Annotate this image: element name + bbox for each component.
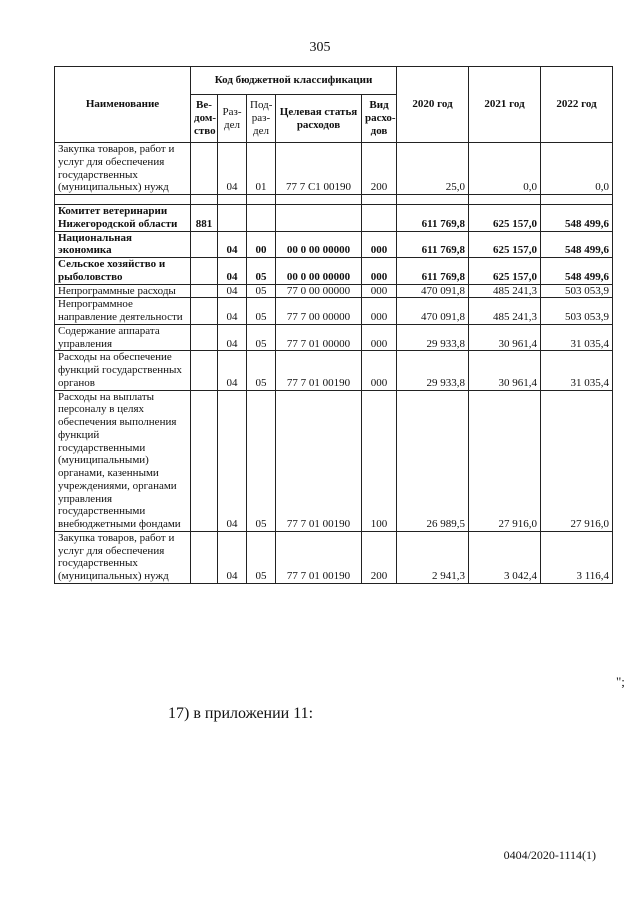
- cell-subsection: 05: [247, 298, 276, 325]
- header-2020: 2020 год: [397, 67, 469, 143]
- cell-subsection: [247, 205, 276, 232]
- cell-dept: [191, 284, 218, 298]
- cell-y2021: 0,0: [469, 143, 541, 195]
- cell-y2021: 485 241,3: [469, 284, 541, 298]
- cell-y2021: 625 157,0: [469, 231, 541, 258]
- cell-name: Закупка товаров, работ и услуг для обеспечения государственных (муниципальных) нужд: [55, 531, 191, 583]
- cell-dept: 881: [191, 205, 218, 232]
- table-row: [55, 143, 613, 195]
- cell-type: 000: [362, 231, 397, 258]
- cell-y2021: 485 241,3: [469, 298, 541, 325]
- cell-section: 04: [218, 231, 247, 258]
- cell-y2022: 31 035,4: [541, 324, 613, 351]
- table-closing-mark: ";: [616, 674, 625, 689]
- cell-section: [218, 195, 247, 205]
- cell-dept: [191, 143, 218, 195]
- cell-y2021: 30 961,4: [469, 324, 541, 351]
- cell-name: Расходы на выплаты персоналу в целях обеспечения выполнения функций государственными (муниципальными) органами, казенными учреждениями, органами управления государственными внебюджетными фондами: [55, 390, 191, 531]
- cell-section: 04: [218, 531, 247, 583]
- table-row: [55, 351, 613, 390]
- header-dept: Ве-дом-ство: [191, 95, 218, 143]
- header-section: Раз-дел: [218, 95, 247, 143]
- header-2021: 2021 год: [469, 67, 541, 143]
- header-subsection: Под-раз-дел: [247, 95, 276, 143]
- cell-section: 04: [218, 143, 247, 195]
- cell-target: 77 7 01 00000: [276, 324, 362, 351]
- cell-subsection: 05: [247, 284, 276, 298]
- cell-subsection: 05: [247, 324, 276, 351]
- cell-name: [55, 195, 191, 205]
- cell-subsection: 05: [247, 351, 276, 390]
- cell-type: 000: [362, 324, 397, 351]
- cell-subsection: 05: [247, 258, 276, 285]
- cell-y2022: 27 916,0: [541, 390, 613, 531]
- table-row: [55, 195, 613, 205]
- cell-type: [362, 205, 397, 232]
- table-row: [55, 231, 613, 258]
- cell-target: 00 0 00 00000: [276, 231, 362, 258]
- cell-y2022: 503 053,9: [541, 284, 613, 298]
- cell-type: 200: [362, 531, 397, 583]
- cell-name: Национальная экономика: [55, 231, 191, 258]
- cell-type: 000: [362, 258, 397, 285]
- cell-subsection: 00: [247, 231, 276, 258]
- table-row: [55, 298, 613, 325]
- cell-target: 00 0 00 00000: [276, 258, 362, 285]
- cell-section: [218, 205, 247, 232]
- table-row: [55, 205, 613, 232]
- cell-subsection: 01: [247, 143, 276, 195]
- cell-type: 000: [362, 351, 397, 390]
- cell-y2021: 27 916,0: [469, 390, 541, 531]
- cell-section: 04: [218, 390, 247, 531]
- cell-y2022: 503 053,9: [541, 298, 613, 325]
- header-target: Целевая статья расходов: [276, 95, 362, 143]
- cell-type: [362, 195, 397, 205]
- cell-y2020: 25,0: [397, 143, 469, 195]
- table-body: [55, 143, 613, 584]
- cell-y2021: 30 961,4: [469, 351, 541, 390]
- document-code: 0404/2020-1114(1): [503, 848, 596, 862]
- cell-name: Комитет ветеринарии Нижегородской области: [55, 205, 191, 232]
- cell-name: Непрограммные расходы: [55, 284, 191, 298]
- cell-target: 77 7 С1 00190: [276, 143, 362, 195]
- cell-type: 200: [362, 143, 397, 195]
- cell-dept: [191, 258, 218, 285]
- cell-y2022: [541, 195, 613, 205]
- cell-subsection: 05: [247, 531, 276, 583]
- cell-type: 100: [362, 390, 397, 531]
- cell-target: 77 0 00 00000: [276, 284, 362, 298]
- table-row: [55, 390, 613, 531]
- cell-section: 04: [218, 284, 247, 298]
- section-title: 17) в приложении 11:: [168, 705, 314, 722]
- cell-y2021: 625 157,0: [469, 258, 541, 285]
- cell-y2020: 29 933,8: [397, 324, 469, 351]
- cell-y2021: 625 157,0: [469, 205, 541, 232]
- cell-dept: [191, 351, 218, 390]
- cell-y2022: 548 499,6: [541, 231, 613, 258]
- cell-target: [276, 205, 362, 232]
- cell-y2020: [397, 195, 469, 205]
- cell-section: 04: [218, 351, 247, 390]
- table-row: [55, 258, 613, 285]
- table-row: [55, 284, 613, 298]
- cell-y2021: [469, 195, 541, 205]
- cell-y2020: 470 091,8: [397, 284, 469, 298]
- cell-target: 77 7 01 00190: [276, 390, 362, 531]
- cell-target: 77 7 00 00000: [276, 298, 362, 325]
- cell-name: Расходы на обеспечение функций государственных органов: [55, 351, 191, 390]
- cell-y2020: 611 769,8: [397, 231, 469, 258]
- table-row: [55, 324, 613, 351]
- cell-y2022: 3 116,4: [541, 531, 613, 583]
- cell-y2020: 611 769,8: [397, 258, 469, 285]
- cell-y2020: 26 989,5: [397, 390, 469, 531]
- cell-dept: [191, 390, 218, 531]
- cell-subsection: 05: [247, 390, 276, 531]
- budget-table: [54, 66, 613, 584]
- cell-section: 04: [218, 298, 247, 325]
- cell-section: 04: [218, 324, 247, 351]
- cell-dept: [191, 324, 218, 351]
- cell-y2021: 3 042,4: [469, 531, 541, 583]
- header-name: Наименование: [55, 67, 191, 143]
- cell-y2020: 29 933,8: [397, 351, 469, 390]
- cell-y2022: 548 499,6: [541, 205, 613, 232]
- cell-subsection: [247, 195, 276, 205]
- cell-y2022: 548 499,6: [541, 258, 613, 285]
- cell-target: 77 7 01 00190: [276, 531, 362, 583]
- cell-target: 77 7 01 00190: [276, 351, 362, 390]
- cell-name: Закупка товаров, работ и услуг для обеспечения государственных (муниципальных) нужд: [55, 143, 191, 195]
- cell-target: [276, 195, 362, 205]
- cell-name: Содержание аппарата управления: [55, 324, 191, 351]
- cell-y2020: 470 091,8: [397, 298, 469, 325]
- page-number: 305: [309, 40, 331, 55]
- cell-y2022: 31 035,4: [541, 351, 613, 390]
- table-row: [55, 531, 613, 583]
- cell-dept: [191, 298, 218, 325]
- cell-y2022: 0,0: [541, 143, 613, 195]
- cell-type: 000: [362, 298, 397, 325]
- cell-dept: [191, 531, 218, 583]
- header-type: Вид расхо-дов: [362, 95, 397, 143]
- cell-name: Сельское хозяйство и рыболовство: [55, 258, 191, 285]
- cell-name: Непрограммное направление деятельности: [55, 298, 191, 325]
- header-2022: 2022 год: [541, 67, 613, 143]
- cell-type: 000: [362, 284, 397, 298]
- cell-y2020: 2 941,3: [397, 531, 469, 583]
- cell-section: 04: [218, 258, 247, 285]
- cell-y2020: 611 769,8: [397, 205, 469, 232]
- cell-dept: [191, 231, 218, 258]
- cell-dept: [191, 195, 218, 205]
- header-code-group: Код бюджетной классификации: [191, 67, 397, 95]
